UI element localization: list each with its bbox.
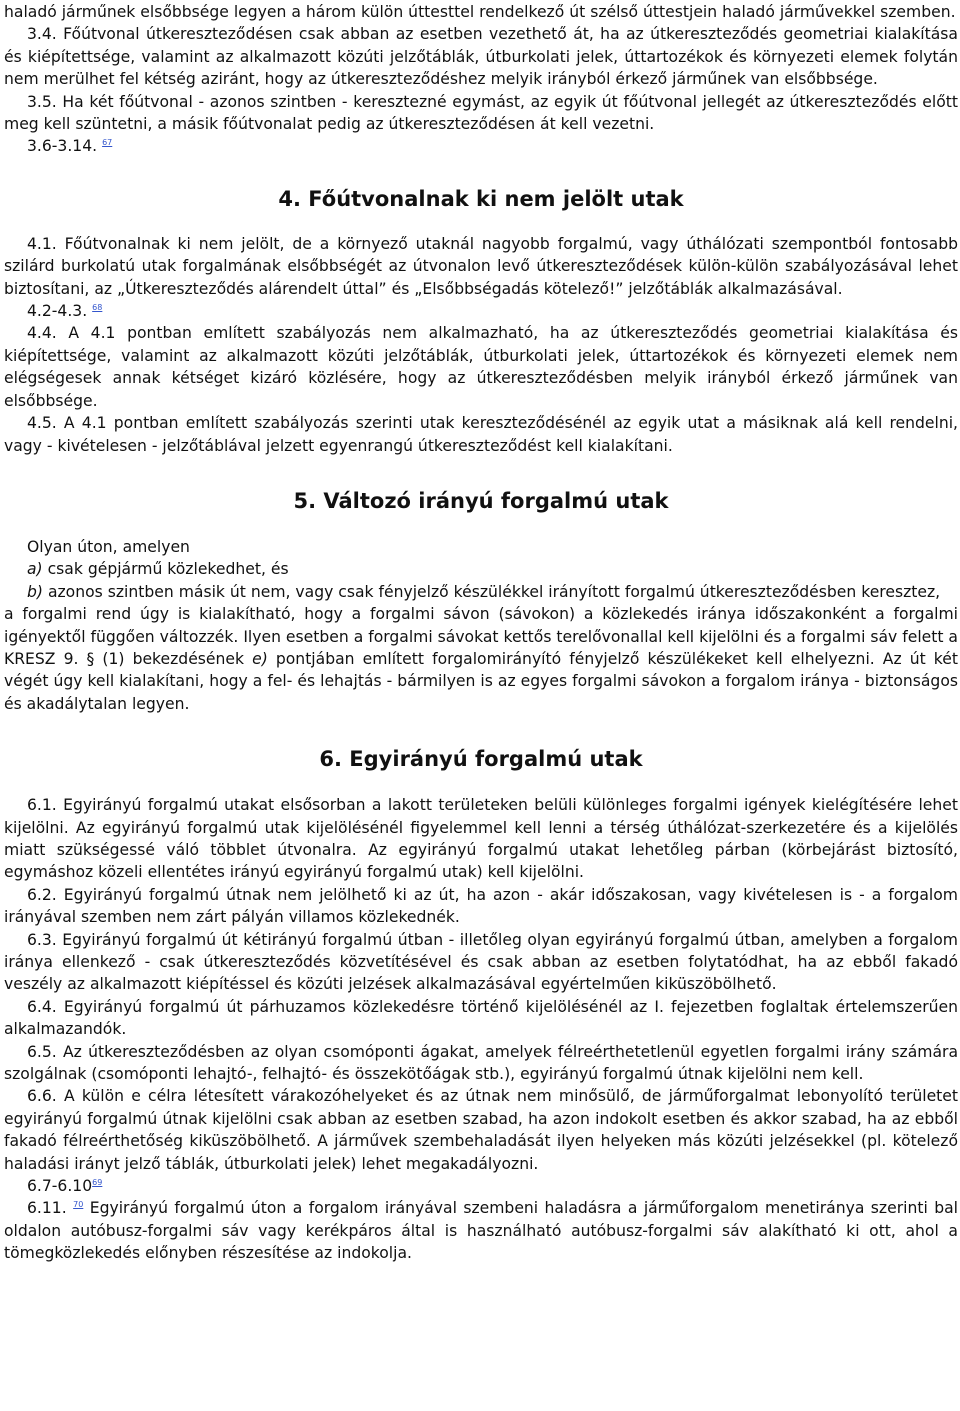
- heading-section-4: 4. Főútvonalnak ki nem jelölt utak: [278, 186, 684, 211]
- section-range-6-7: 6.7-6.10: [27, 1177, 93, 1196]
- paragraph-3-4: 3.4. Főútvonal útkereszteződésen csak abban az esetben vezethető át, ha az útkereszteződés geometriai kialakítása és kiépítettsége, valamint az alkalmazott közúti jelzőtáblák, útburkolati jelek, úttartozékok és környezeti elemek folytán nem merülhet fel kétség aziránt, hogy az útkereszteződéshez melyik irányból érkező járműnek van elsőbbsége.: [4, 25, 958, 89]
- list-text-a: csak gépjármű közlekedhet, és: [42, 560, 289, 579]
- heading-section-6: 6. Egyirányú forgalmú utak: [319, 747, 643, 772]
- list-marker-b: b): [27, 582, 43, 601]
- paragraph-5-body-part2: pontjában említett forgalomirányító fényjelző készülékeket kell elhelyezni. Az út két végét úgy kell kialakítani, hogy a fel- és lehajtás - bármilyen is az egyes forgalmi sávokon a forgalom iránya - biztonságos és akadálytalan legyen.: [4, 649, 958, 713]
- paragraph-intro-end: haladó járműnek elsőbbsége legyen a három külön úttesttel rendelkező út szélső úttestjein haladó járművekkel szemben.: [4, 3, 956, 21]
- paragraph-6-7-6-10: [4, 1175, 958, 1197]
- paragraph-6-6: 6.6. A külön e célra létesített várakozóhelyeket és az útnak nem minősülő, de járműforgalmat lebonyolító területet egyirányú forgalmú útnak kijelölni csak abban az esetben szabad, ha azon indokolt esetben és akkor szabad, ha az ebből fakadó félreérthetőség kiküszöbölhető. A járművek szembehaladását ilyen helyeken más közúti jelzésekkel (pl. kötelező haladási irányt jelző táblák, útburkolati jelek) lehet megakadályozni.: [4, 1087, 958, 1173]
- paragraph-5-body: [4, 603, 958, 715]
- paragraph-4-5: 4.5. A 4.1 pontban említett szabályozás szerinti utak kereszteződésénél az egyik utat a másiknak alá kell rendelni, vagy - kivételesen - jelzőtáblával jelzett egyenrangú útkereszteződést kell kialakítani.: [4, 414, 958, 455]
- paragraph-5-body-part1: a forgalmi rend úgy is kialakítható, hogy a forgalmi sávon (sávokon) a közlekedés iránya időszakonként a forgalmi igényektől függően változzék. Ilyen esetben a forgalmi sávokat kettős terelővonallal kell kijelölni és a forgalmi sáv felett a KRESZ 9. § (1) bekezdésének: [4, 605, 958, 668]
- paragraph-6-3: 6.3. Egyirányú forgalmú út kétirányú forgalmú útban - illetőleg olyan egyirányú forgalmú útban, amelyben a forgalom iránya ellenkező - csak útkereszteződés közvetítésével és csak abban az esetben folytatódhat, ha az ebből fakadó veszély az alkalmazott kiépítéssel és közúti jelzések alkalmazásával egyértelműen kiküszöbölhető.: [4, 930, 958, 994]
- paragraph-5-a: [4, 558, 958, 580]
- paragraph-6-11-text: Egyirányú forgalmú úton a forgalom irányával szembeni haladásra a járműforgalom menetiránya szerinti bal oldalon autóbusz-forgalmi sáv vagy kerékpáros által is használható autóbusz-forgalmi sáv alakítható ki ott, ahol a tömegközlekedés előnyben részesítése az indokolja.: [4, 1199, 958, 1263]
- paragraph-4-1: 4.1. Főútvonalnak ki nem jelölt, de a környező utaknál nagyobb forgalmú, vagy úthálózati szempontból fontosabb szilárd burkolatú utak forgalmának elsőbbségét az útvonalon levő útkereszteződések külön-külön szabályozásával lehet biztosítani, az „Útkereszteződés alárendelt úttal” és „Elsőbbségadás kötelező!” jelzőtáblák alkalmazásával.: [4, 234, 958, 298]
- paragraph-3-6-3-14: [4, 135, 958, 157]
- paragraph-5-b: [4, 581, 958, 603]
- paragraph-4-2-4-3: [4, 300, 958, 322]
- section-range-3-6: 3.6-3.14.: [27, 137, 98, 156]
- list-text-b: azonos szintben másik út nem, vagy csak fényjelző készülékkel irányított forgalmú útkereszteződésben keresztez,: [42, 582, 941, 601]
- section-range-4-2: 4.2-4.3.: [27, 302, 88, 321]
- paragraph-5-body-e: e): [252, 649, 268, 668]
- footnote-link-70[interactable]: 70: [73, 1200, 84, 1210]
- list-marker-a: a): [27, 560, 43, 579]
- footnote-link-67[interactable]: 67: [102, 138, 113, 148]
- footnote-link-68[interactable]: 68: [92, 302, 103, 312]
- section-number-6-11: 6.11.: [27, 1199, 67, 1218]
- paragraph-6-11: [4, 1197, 958, 1264]
- paragraph-4-4: 4.4. A 4.1 pontban említett szabályozás nem alkalmazható, ha az útkereszteződés geometriai kialakítása és kiépítettsége, valamint az alkalmazott közúti jelzőtáblák, útburkolati jelek, úttartozékok és környezeti elemek nem elégségesek annak kétséget kizáró közlésére, hogy az útkereszteződésben melyik irányból érkező járműnek van elsőbbsége.: [4, 324, 958, 410]
- paragraph-6-1: 6.1. Egyirányú forgalmú utakat elsősorban a lakott területeken belüli különleges forgalmi igények kielégítésére lehet kijelölni. Az egyirányú forgalmú utak kijelölésénél figyelemmel kell lenni a térség úthálózat-szerkezetére és a kijelölés miatt szükségessé váló többlet útvonalra. Az egyirányú forgalmú utakat lehetőleg párban (körbejárást biztosító, egymáshoz közeli ellentétes irányú egyirányú forgalmú utak) kell kijelölni.: [4, 796, 958, 882]
- paragraph-6-5: 6.5. Az útkereszteződésben az olyan csomóponti ágakat, amelyek félreérthetetlenül egyetlen forgalmi irány számára szolgálnak (csomóponti lehajtó-, felhajtó- és összekötőágak stb.), egyirányú forgalmú útnak kijelölni nem kell.: [4, 1042, 958, 1084]
- heading-section-5: 5. Változó irányú forgalmú utak: [293, 488, 669, 513]
- paragraph-3-5: 3.5. Ha két főútvonal - azonos szintben - keresztezné egymást, az egyik út főútvonal jellegét az útkereszteződés előtt meg kell szüntetni, a másik főútvonalat pedig az útkereszteződésen át kell vezetni.: [4, 92, 958, 134]
- footnote-link-69[interactable]: 69: [92, 1177, 103, 1187]
- paragraph-6-2: 6.2. Egyirányú forgalmú útnak nem jelölhető ki az út, ha azon - akár időszakosan, vagy kivételesen is - a forgalom irányával szemben nem zárt pályán villamos közlekednék.: [4, 885, 958, 927]
- paragraph-6-4: 6.4. Egyirányú forgalmú út párhuzamos közlekedésre történő kijelölésénél az I. fejezetben foglaltak értelemszerűen alkalmazandók.: [4, 997, 958, 1039]
- paragraph-5-intro: Olyan úton, amelyen: [27, 537, 190, 556]
